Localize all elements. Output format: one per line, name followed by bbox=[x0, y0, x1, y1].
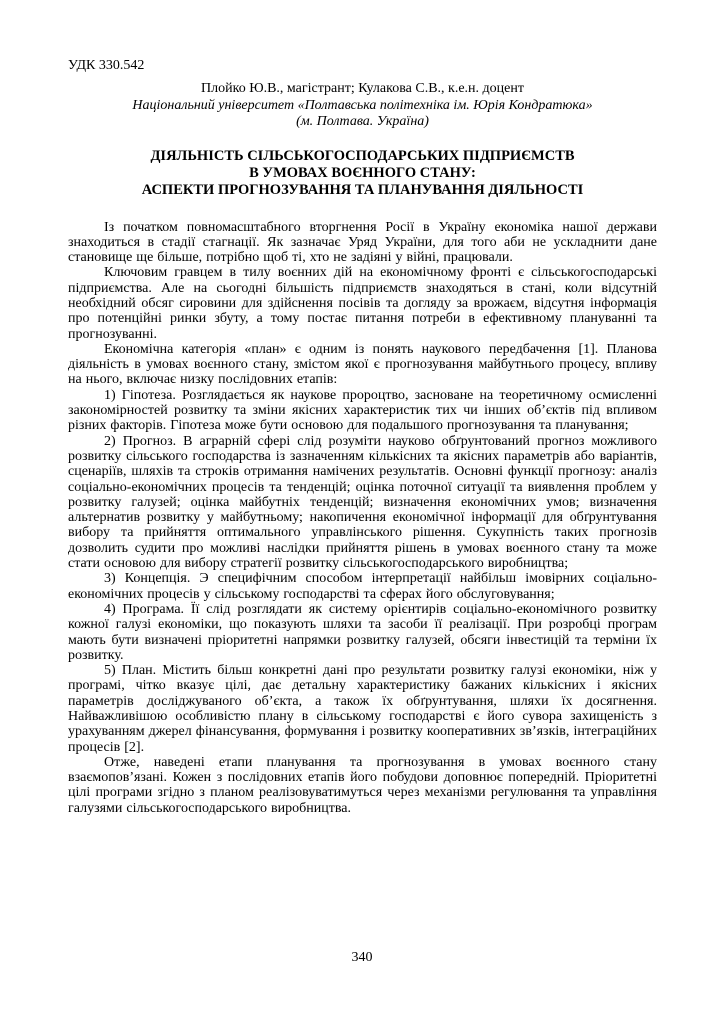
title-line-1: ДІЯЛЬНІСТЬ СІЛЬСЬКОГОСПОДАРСЬКИХ ПІДПРИЄМСТВ bbox=[150, 147, 575, 164]
paper-title bbox=[68, 148, 657, 199]
authors-line: Плойко Ю.В., магістрант; Кулакова С.В., к.е.н. доцент bbox=[201, 81, 524, 96]
title-line-2: В УМОВАХ ВОЄННОГО СТАНУ: bbox=[249, 164, 476, 181]
paragraph-stage-4-program: 4) Програма. Її слід розглядати як систему орієнтирів соціально-економічного розвитку кожної галузі економіки, що показують шляхи та засоби її реалізації. При розробці програм мають бути визначені пріоритетні напрямки розвитку галузей, обсяги інвестицій та терміни їх розвитку. bbox=[68, 601, 657, 663]
paragraph-plan-category: Економічна категорія «план» є одним із понять наукового передбачення [1]. Планова діяльність в умовах воєнного стану, змістом якої є прогнозування майбутнього процесу, впливу на нього, включає низку послідовних етапів: bbox=[68, 341, 657, 388]
paragraph-stage-5-plan: 5) План. Містить більш конкретні дані про результати розвитку галузі економіки, ніж у програмі, чітко вказує цілі, дає детальну характеристику бажаних кількісних і якісних параметрів досліджуваного об’єкта, а також їх обґрунтування, шляхи їх досягнення. Найважливішою особливістю плану в сільському господарстві є його сувора захищеність з урахуванням джерел фінансування, формування і розвитку кооперативних зв’язків, інтеграційних процесів [2]. bbox=[68, 663, 657, 755]
page-number: 340 bbox=[351, 950, 373, 965]
affiliation-line: Національний університет «Полтавська політехніка ім. Юрія Кондратюка» bbox=[132, 97, 593, 113]
paragraph-key-player: Ключовим гравцем в тилу воєнних дій на економічному фронті є сільськогосподарські підприємства. Але на сьогодні більшість підприємств знаходяться в стані, коли відсутній необхідний обсяг сировини для здійснення посівів та догляду за врожаєм, відсутня інформація про потенційні ринки збуту, а тому постає питання потреби в ефективному плануванні та прогнозуванні. bbox=[68, 265, 657, 342]
udc-code: УДК 330.542 bbox=[68, 58, 145, 73]
title-line-3: АСПЕКТИ ПРОГНОЗУВАННЯ ТА ПЛАНУВАННЯ ДІЯЛЬНОСТІ bbox=[141, 181, 584, 198]
paragraph-conclusion: Отже, наведені етапи планування та прогнозування в умовах воєнного стану взаємопов’язані. Кожен з послідовних етапів його побудови доповнює попередній. Пріоритетні цілі програми згідно з планом реалізовуватимуться через механізми регулювання та управління галузями сільськогосподарського виробництва. bbox=[68, 754, 657, 816]
location-line: (м. Полтава. Україна) bbox=[296, 114, 429, 129]
paragraph-stage-1-hypothesis: 1) Гіпотеза. Розглядається як наукове пророцтво, засноване на теоретичному осмисленні закономірностей розвитку та зміни якісних характеристик тих чи інших об’єктів під впливом різних факторів. Гіпотеза може бути основою для подальшого прогнозування та планування; bbox=[68, 387, 657, 434]
paragraph-stage-3-concept: 3) Концепція. Э специфічним способом інтерпретації найбільш імовірних соціально-економічних процесів у сільському господарстві та сферах його обслуговування; bbox=[68, 571, 657, 602]
paragraph-stage-2-forecast: 2) Прогноз. В аграрній сфері слід розуміти науково обґрунтований прогноз можливого розвитку сільського господарства із зазначенням кількісних та якісних параметрів або варіантів, сценаріїв, шляхів та строків отримання намічених результатів. Основні функції прогнозу: аналіз соціально-економічних процесів та тенденцій; оцінка поточної ситуації та виявлення проблем у розвитку галузей; оцінка майбутніх тенденцій; визначення економічних умов; визначення альтернатив розвитку у майбутньому; накопичення економічної інформації для обґрунтування вибору та прийняття оптимального управлінського рішення. Сукупність таких прогнозів дозволить судити про можливі наслідки прийняття рішень в умовах воєнного стану та може стати основою для вибору стратегії розвитку сільськогосподарського виробництва; bbox=[68, 433, 657, 572]
paragraph-intro: Із початком повномасштабного вторгнення Росії в Україну економіка нашої держави знаходиться в стадії стагнації. Як зазначає Уряд України, для того аби не ускладнити дане становище ще більше, потрібно щоб ті, хто не задіяні у війні, працювали. bbox=[68, 219, 657, 266]
